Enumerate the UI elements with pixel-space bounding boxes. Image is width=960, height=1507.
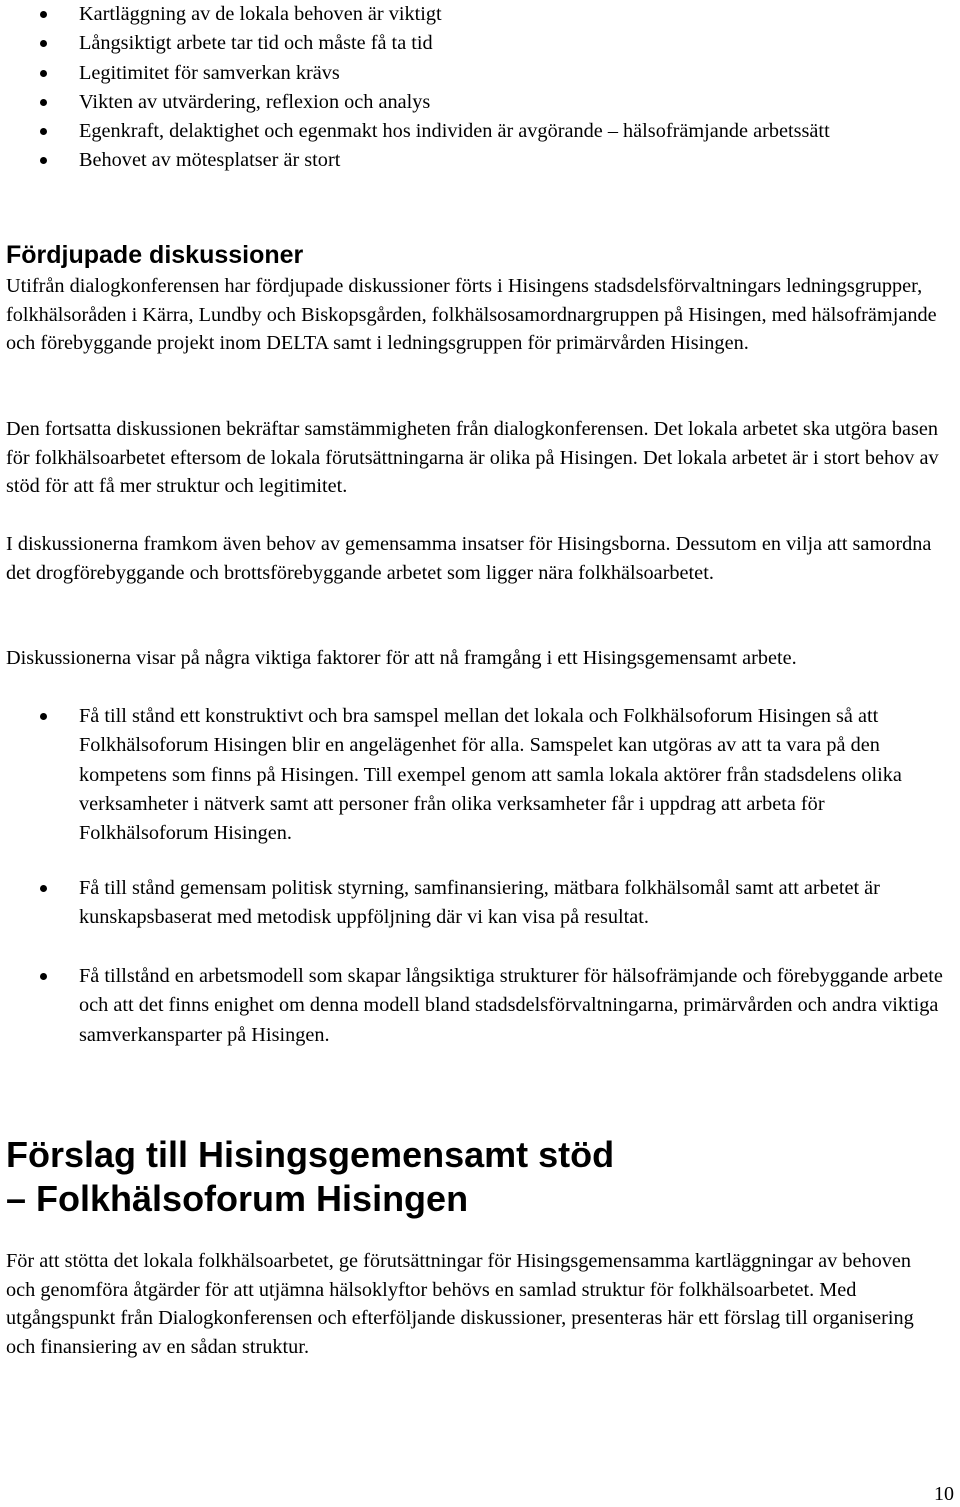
list-item-text: Få till stånd gemensam politisk styrning, samfinansiering, mätbara folkhälsomål samt att arbetet är kunskapsbaserat med metodisk uppföljning där vi kan visa på resultat. xyxy=(79,877,880,929)
bullet-icon xyxy=(40,70,47,77)
bullet-icon xyxy=(40,157,47,164)
list-item xyxy=(0,29,945,58)
list-item xyxy=(0,117,919,146)
bullet-icon xyxy=(40,885,47,892)
list-item xyxy=(0,962,945,1050)
list-item xyxy=(0,88,945,117)
bullet-icon xyxy=(40,973,47,980)
list-item-text: Vikten av utvärdering, reflexion och analys xyxy=(79,90,431,113)
list-item-text: Få tillstånd en arbetsmodell som skapar långsiktiga strukturer för hälsofrämjande och förebyggande arbete och att det finns enighet om denna modell bland stadsdelsförvaltningarna, primärvården och andra viktiga samverkansparter på Hisingen. xyxy=(79,965,943,1046)
factor-list-3 xyxy=(0,962,945,1050)
bullet-icon xyxy=(40,11,47,18)
factor-list-1 xyxy=(0,702,945,848)
heading-line: Förslag till Hisingsgemensamt stöd xyxy=(6,1134,615,1175)
list-item xyxy=(0,874,945,933)
paragraph-success-factors: Diskussionerna visar på några viktiga faktorer för att nå framgång i ett Hisingsgemensamt arbete. xyxy=(6,647,797,669)
factor-list-2 xyxy=(0,874,945,933)
bullet-icon xyxy=(40,128,47,135)
list-item xyxy=(0,59,945,88)
list-item xyxy=(0,702,949,848)
top-bullet-list xyxy=(0,0,945,176)
heading-line: – Folkhälsoforum Hisingen xyxy=(6,1178,469,1219)
section-heading-fordjupade: Fördjupade diskussioner xyxy=(6,241,304,269)
list-item-text: Få till stånd ett konstruktivt och bra samspel mellan det lokala och Folkhälsoforum Hisingen så att Folkhälsoforum Hisingen blir en angelägenhet för alla. Samspelet kan utgöras av att ta vara på den kompetens som finns på Hisingen. Till exempel genom att samla lokala aktörer från stadsdelens olika verksamheter i nätverk samt att personer från olika verksamheter får i uppdrag att arbeta för Folkhälsoforum Hisingen. xyxy=(79,705,902,845)
list-item xyxy=(0,146,945,175)
paragraph-confirmation: Den fortsatta diskussionen bekräftar samstämmigheten från dialogkonferensen. Det lokala arbetet ska utgöra basen för folkhälsoarbetet eftersom de lokala förutsättningarna är olika på Hisingen. Det lokala arbetet är i stort behov av stöd för att få mer struktur och legitimitet. xyxy=(6,418,939,497)
paragraph-joint-efforts: I diskussionerna framkom även behov av gemensamma insatser för Hisingsborna. Dessutom en vilja att samordna det drogförebyggande och brottsförebyggande arbetet som ligger nära folkhälsoarbetet. xyxy=(6,533,932,584)
page-number: 10 xyxy=(934,1483,954,1505)
list-item-text: Långsiktigt arbete tar tid och måste få ta tid xyxy=(79,32,433,55)
list-item-text: Behovet av mötesplatser är stort xyxy=(79,149,341,172)
section-heading-forslag xyxy=(6,1133,614,1221)
bullet-icon xyxy=(40,40,47,47)
paragraph-proposal: För att stötta det lokala folkhälsoarbetet, ge förutsättningar för Hisingsgemensamma kartläggningar av behoven och genomföra åtgärder för att utjämna hälsoklyftor behövs en samlad struktur för folkhälsoarbetet. Med utgångspunkt från Dialogkonferensen och efterföljande diskussioner, presenteras här ett förslag till organisering och finansiering av en sådan struktur. xyxy=(6,1250,914,1358)
paragraph-intro: Utifrån dialogkonferensen har fördjupade diskussioner förts i Hisingens stadsdelsförvaltningars ledningsgrupper, folkhälsoråden i Kärra, Lundby och Biskopsgården, folkhälsosamordnargruppen på Hisingen, med hälsofrämjande och förebyggande projekt inom DELTA samt i ledningsgruppen för primärvården Hisingen. xyxy=(6,275,937,354)
bullet-icon xyxy=(40,99,47,106)
bullet-icon xyxy=(40,713,47,720)
list-item-text: Legitimitet för samverkan krävs xyxy=(79,61,340,84)
list-item xyxy=(0,0,945,29)
list-item-text: Egenkraft, delaktighet och egenmakt hos individen är avgörande – hälsofrämjande arbetssätt xyxy=(79,120,830,143)
list-item-text: Kartläggning av de lokala behoven är viktigt xyxy=(79,3,442,25)
